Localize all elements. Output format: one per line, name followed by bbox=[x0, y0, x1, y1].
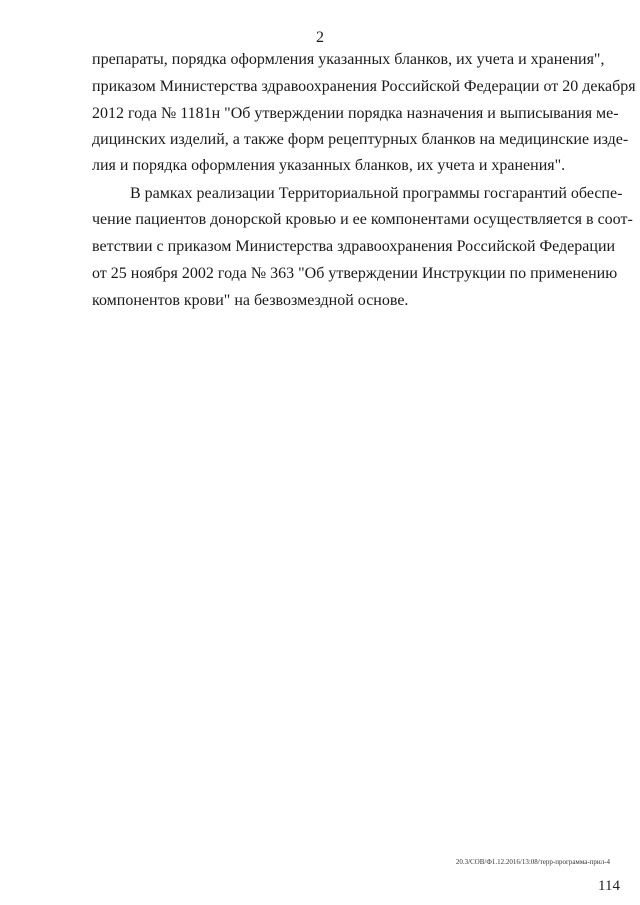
text-line: препараты, порядка оформления указанных бланков, их учета и хранения", bbox=[92, 51, 605, 68]
document-code: 20.3/СОВ/Ф1.12.2016/13:08/терр-программа-прил-4 bbox=[455, 858, 610, 866]
text-line: 2012 года № 1181н "Об утверждении порядка назначения и выписывания ме- bbox=[92, 105, 619, 122]
text-line: лия и порядка оформления указанных бланков, их учета и хранения". bbox=[92, 157, 566, 174]
text-line: дицинских изделий, а также форм рецептурных бланков на медицинские изде- bbox=[92, 131, 629, 148]
text-line: В рамках реализации Территориальной программы госгарантий обеспе- bbox=[130, 185, 623, 202]
text-line: ветствии с приказом Министерства здравоохранения Российской Федерации bbox=[92, 238, 616, 255]
text-line: от 25 ноября 2002 года № 363 "Об утверждении Инструкции по применению bbox=[92, 265, 618, 282]
page-number: 2 bbox=[316, 29, 324, 46]
text-line: компонентов крови" на безвозмездной основе. bbox=[92, 292, 409, 309]
text-line: чение пациентов донорской кровью и ее компонентами осуществляется в соот- bbox=[92, 211, 633, 228]
text-line: приказом Министерства здравоохранения Российской Федерации от 20 декабря bbox=[92, 78, 636, 95]
sheet-number: 114 bbox=[598, 878, 620, 894]
